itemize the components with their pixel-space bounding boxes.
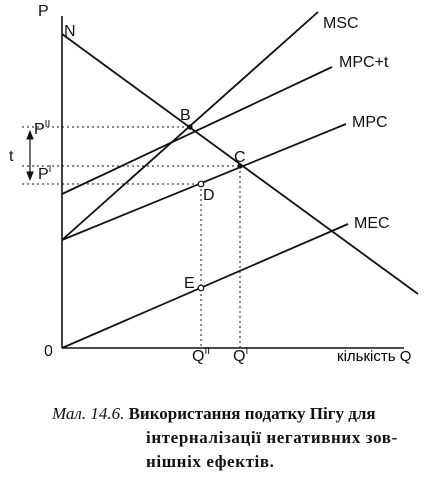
caption-line-3: нішніх ефектів. xyxy=(146,452,275,471)
p1-letter: P xyxy=(38,166,49,183)
mpc-curve xyxy=(62,124,346,240)
tax-label: t xyxy=(9,148,14,165)
q2-label xyxy=(192,346,210,365)
q2-letter: Q xyxy=(192,348,205,365)
p2-letter: P xyxy=(34,121,45,138)
point-d-label: D xyxy=(203,187,215,204)
origin-label: 0 xyxy=(44,343,53,360)
x-axis-label xyxy=(337,348,411,365)
mec-curve-label: MEC xyxy=(354,215,390,232)
point-e-label: E xyxy=(184,275,195,292)
mec-curve xyxy=(62,224,348,348)
p1-superscript: I xyxy=(48,164,52,175)
msc-curve-label: MSC xyxy=(323,15,359,32)
q1-superscript: I xyxy=(245,346,249,357)
q1-label xyxy=(233,346,248,365)
caption-text-1: Використання податку Пігу для xyxy=(128,404,376,423)
caption-line-2: інтерналізації негативних зов- xyxy=(146,428,398,447)
demand-curve-label: N xyxy=(64,23,76,40)
mpc-curve-label: MPC xyxy=(352,114,388,131)
y-axis-label: P xyxy=(38,3,49,20)
point-d-marker xyxy=(198,181,204,187)
mpc-t-curve-label: MPC+t xyxy=(339,54,389,71)
q1-letter: Q xyxy=(233,348,246,365)
point-b-marker xyxy=(187,124,192,129)
point-e-marker xyxy=(198,285,204,291)
caption-line-1 xyxy=(52,402,432,426)
x-axis-label-text: кількість Q xyxy=(337,348,412,365)
q2-superscript: II xyxy=(204,346,211,357)
mpc-t-curve xyxy=(62,67,332,194)
point-c-label: C xyxy=(234,149,246,166)
p2-label xyxy=(34,119,50,138)
figure-caption xyxy=(52,402,432,474)
p1-label xyxy=(38,164,51,183)
point-b-label: B xyxy=(180,107,191,124)
figure-number: Мал. 14.6. xyxy=(52,404,125,423)
guide-lines xyxy=(22,127,240,348)
p2-superscript: II xyxy=(44,119,51,130)
